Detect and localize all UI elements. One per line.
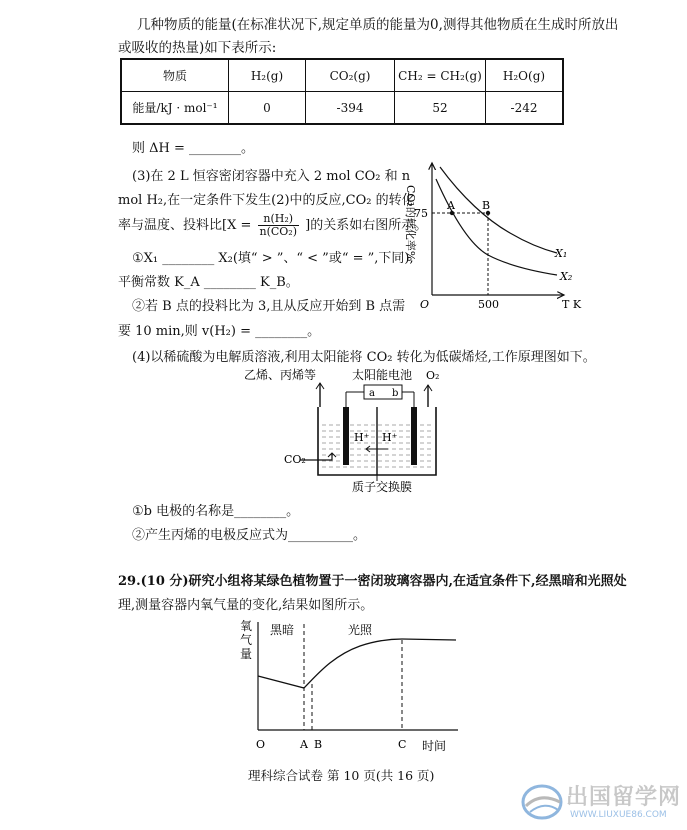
- q3-sub-2b: 要 10 min,则 v(H₂) = ________。: [118, 324, 321, 339]
- origin-label: O: [420, 298, 430, 311]
- table-header-cell: CO₂(g): [306, 59, 395, 92]
- products-label: 乙烯、丙烯等: [244, 368, 317, 382]
- light-label: 光照: [348, 623, 373, 637]
- table-row: [121, 92, 563, 125]
- conversion-chart: [392, 155, 592, 315]
- q4-sub-2: ②产生丙烯的电极反应式为__________。: [132, 528, 367, 543]
- q29-line-1: 29.(10 分)研究小组将某绿色植物置于一密闭玻璃容器内,在适宜条件下,经黑暗和光照处: [118, 574, 627, 589]
- table-cell: -242: [486, 92, 564, 125]
- curve-x1-label: X₁: [555, 247, 568, 260]
- x-tick-500: 500: [478, 298, 499, 311]
- globe-icon: [520, 782, 564, 822]
- q3-line-3-start: 率与温度、投料比[X =: [118, 218, 252, 233]
- membrane-label: 质子交换膜: [352, 480, 413, 494]
- x-axis-label: 时间: [422, 739, 447, 753]
- x-tick-a: A: [300, 738, 308, 751]
- curve-x2-label: X₂: [560, 270, 573, 283]
- q3-line-3: [118, 213, 427, 238]
- oxygen-curve: [258, 639, 456, 688]
- electrode-a: [343, 407, 349, 465]
- co2-inlet-label: CO₂: [284, 453, 306, 466]
- o2-label: O₂: [426, 369, 440, 382]
- fraction-numerator: n(H₂): [258, 213, 300, 226]
- oxygen-ylabel-3: 量: [240, 647, 253, 661]
- solar-cell-label: 太阳能电池: [352, 368, 413, 382]
- solar-a-label: a: [369, 388, 375, 399]
- oxygen-chart: [236, 618, 476, 758]
- table-header-cell: H₂(g): [229, 59, 306, 92]
- fraction-denominator: n(CO₂): [259, 225, 298, 238]
- dark-label: 黑暗: [270, 623, 295, 637]
- y-axis-label: CO₂的转化率%: [404, 185, 417, 262]
- x-tick-c: C: [398, 738, 407, 751]
- q3-line-3-end: ]的关系如右图所示。: [305, 218, 428, 233]
- x-tick-b: B: [314, 738, 323, 751]
- table-cell: 0: [229, 92, 306, 125]
- page-footer: 理科综合试卷 第 10 页(共 16 页): [248, 768, 435, 783]
- electrolysis-diagram: [236, 365, 476, 495]
- q3-line-1: (3)在 2 L 恒容密闭容器中充入 2 mol CO₂ 和 n: [132, 169, 411, 184]
- table-header-row: [121, 59, 563, 92]
- x-axis-label: T K: [562, 298, 582, 311]
- table-row-label: 能量/kJ · mol⁻¹: [121, 92, 229, 125]
- q4-sub-1: ①b 电极的名称是________。: [132, 504, 300, 519]
- table-header-cell: 物质: [121, 59, 229, 92]
- h-ion-left: H⁺: [354, 431, 370, 444]
- watermark-url: WWW.LIUXUE86.COM: [570, 810, 667, 820]
- curve-x2: [436, 179, 557, 275]
- delta-h-question: 则 ΔH = ________。: [132, 141, 255, 156]
- table-cell: -394: [306, 92, 395, 125]
- watermark-logo: [520, 778, 685, 828]
- table-header-cell: H₂O(g): [486, 59, 564, 92]
- oxygen-ylabel-1: 氧: [240, 619, 253, 633]
- q3-sub-1: ①X₁ ________ X₂(填“ > ”、“ < ”或“ = ”,下同),: [132, 251, 414, 266]
- ratio-fraction: [258, 213, 300, 238]
- h-ion-right: H⁺: [382, 431, 398, 444]
- q29-line-2: 理,测量容器内氧气量的变化,结果如图所示。: [118, 598, 374, 613]
- point-a-label: A: [447, 199, 455, 212]
- curve-x1: [440, 167, 557, 253]
- oxygen-ylabel-2: 气: [240, 633, 253, 647]
- electrode-b: [411, 407, 417, 465]
- watermark-name: 出国留学网: [566, 785, 682, 810]
- intro-line-1: 几种物质的能量(在标准状况下,规定单质的能量为0,测得其他物质在生成时所放出: [137, 17, 619, 33]
- y-tick-75: 75: [414, 207, 428, 220]
- q3-sub-2: ②若 B 点的投料比为 3,且从反应开始到 B 点需: [132, 299, 406, 314]
- solar-b-label: b: [392, 388, 399, 399]
- table-cell: 52: [395, 92, 486, 125]
- q3-line-2: mol H₂,在一定条件下发生(2)中的反应,CO₂ 的转化: [118, 193, 415, 208]
- point-b-label: B: [482, 199, 491, 212]
- q4-line-1: (4)以稀硫酸为电解质溶液,利用太阳能将 CO₂ 转化为低碳烯烃,工作原理图如下。: [132, 350, 596, 365]
- energy-table: [120, 58, 564, 125]
- x-tick-o: O: [256, 738, 266, 751]
- intro-line-2: 或吸收的热量)如下表所示:: [118, 40, 277, 56]
- table-header-cell: CH₂ = CH₂(g): [395, 59, 486, 92]
- q3-sub-1b: 平衡常数 K_A ________ K_B。: [118, 275, 299, 290]
